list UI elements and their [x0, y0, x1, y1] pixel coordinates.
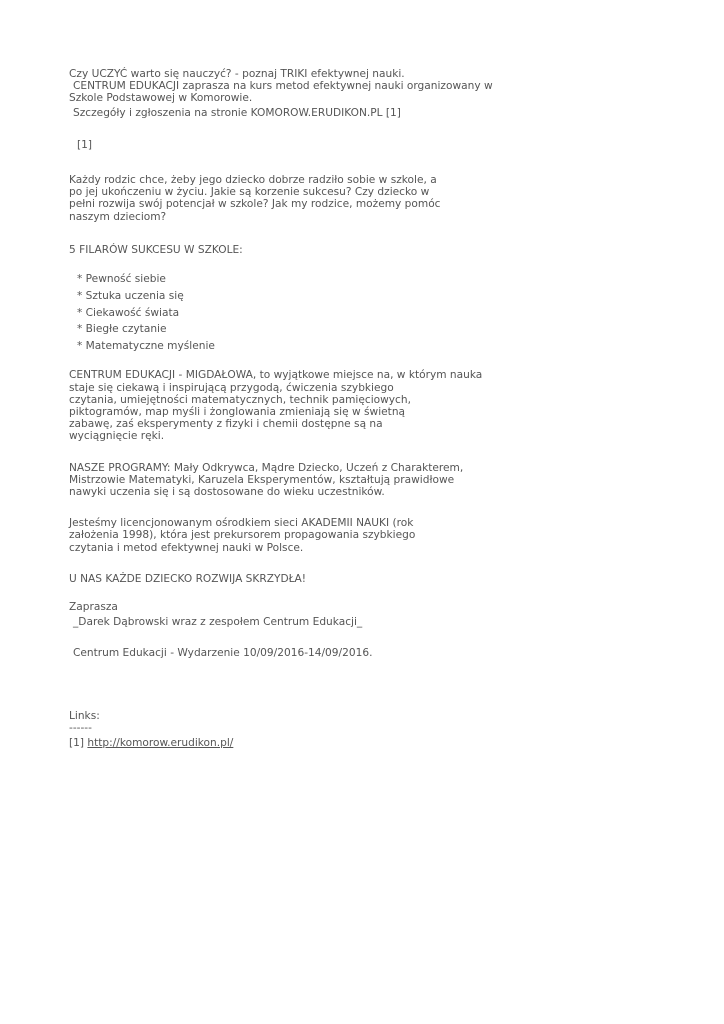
- event-dates: Centrum Edukacji - Wydarzenie 10/09/2016-14/09/2016.: [73, 647, 373, 660]
- paragraph-programs: [69, 462, 489, 499]
- link-ref-label: [1]: [69, 737, 88, 750]
- pillars-list: [69, 273, 489, 352]
- intro-title: Czy UCZYĆ warto się nauczyć? - poznaj TRIKI efektywnej nauki.: [69, 68, 405, 80]
- intro-reference: [1]: [77, 138, 93, 151]
- erudikon-link[interactable]: http://komorow.erudikon.pl/: [87, 737, 234, 750]
- list-item: * Matematyczne myślenie: [77, 340, 215, 353]
- intro-block: [69, 68, 493, 119]
- paragraph-line: staje się ciekawą i inspirującą przygodą, ćwiczenia szybkiego: [69, 381, 394, 394]
- paragraph-line: po jej ukończeniu w życiu. Jakie są korzenie sukcesu? Czy dziecko w: [69, 186, 430, 199]
- list-item: * Pewność siebie: [77, 273, 166, 286]
- slogan: U NAS KAŻDE DZIECKO ROZWIJA SKRZYDŁA!: [69, 572, 307, 585]
- intro-details: Szczegóły i zgłoszenia na stronie KOMOROW.ERUDIKON.PL [1]: [73, 106, 401, 119]
- paragraph-license: [69, 517, 489, 554]
- links-block: [69, 710, 489, 750]
- paragraph-line: CENTRUM EDUKACJI - MIGDAŁOWA, to wyjątkowe miejsce na, w którym nauka: [69, 369, 483, 382]
- paragraph-line: czytania i metod efektywnej nauki w Polsce.: [69, 541, 304, 554]
- links-heading: Links:: [69, 709, 100, 722]
- closing-block: [69, 601, 489, 628]
- intro-invitation: CENTRUM EDUKACJI zaprasza na kurs metod efektywnej nauki organizowany w: [73, 80, 493, 93]
- paragraph-line: zabawę, zaś eksperymenty z fizyki i chemii dostępne są na: [69, 418, 383, 431]
- paragraph-line: piktogramów, map myśli i żonglowania zmieniają się w świetną: [69, 406, 406, 419]
- list-item: * Biegłe czytanie: [77, 323, 167, 336]
- link-entry: [69, 737, 489, 749]
- paragraph-line: naszym dzieciom?: [69, 210, 167, 223]
- paragraph-line: Mistrzowie Matematyki, Karuzela Eksperymentów, kształtują prawidłowe: [69, 473, 455, 486]
- closing-invite: Zaprasza: [69, 601, 118, 614]
- paragraph-line: NASZE PROGRAMY: Mały Odkrywca, Mądre Dziecko, Uczeń z Charakterem,: [69, 461, 464, 474]
- list-item: * Ciekawość świata: [77, 306, 180, 319]
- paragraph-line: założenia 1998), która jest prekursorem propagowania szybkiego: [69, 529, 416, 542]
- paragraph-line: Jesteśmy licencjonowanym ośrodkiem sieci AKADEMII NAUKI (rok: [69, 517, 414, 530]
- paragraph-center: [69, 369, 489, 442]
- paragraph-line: wyciągnięcie ręki.: [69, 430, 165, 443]
- paragraph-line: nawyki uczenia się i są dostosowane do wieku uczestników.: [69, 486, 385, 499]
- document-page: [69, 68, 493, 750]
- paragraph-parents: [69, 174, 489, 223]
- list-item: * Sztuka uczenia się: [77, 289, 184, 302]
- links-separator: ------: [69, 721, 92, 734]
- paragraph-line: czytania, umiejętności matematycznych, technik pamięciowych,: [69, 393, 411, 406]
- closing-signature: _Darek Dąbrowski wraz z zespołem Centrum Edukacji_: [73, 616, 363, 629]
- intro-location: Szkole Podstawowej w Komorowie.: [69, 92, 253, 105]
- paragraph-line: Każdy rodzic chce, żeby jego dziecko dobrze radziło sobie w szkole, a: [69, 174, 437, 187]
- pillars-heading: 5 FILARÓW SUKCESU W SZKOLE:: [69, 243, 243, 256]
- paragraph-line: pełni rozwija swój potencjał w szkole? Jak my rodzice, możemy pomóc: [69, 198, 441, 211]
